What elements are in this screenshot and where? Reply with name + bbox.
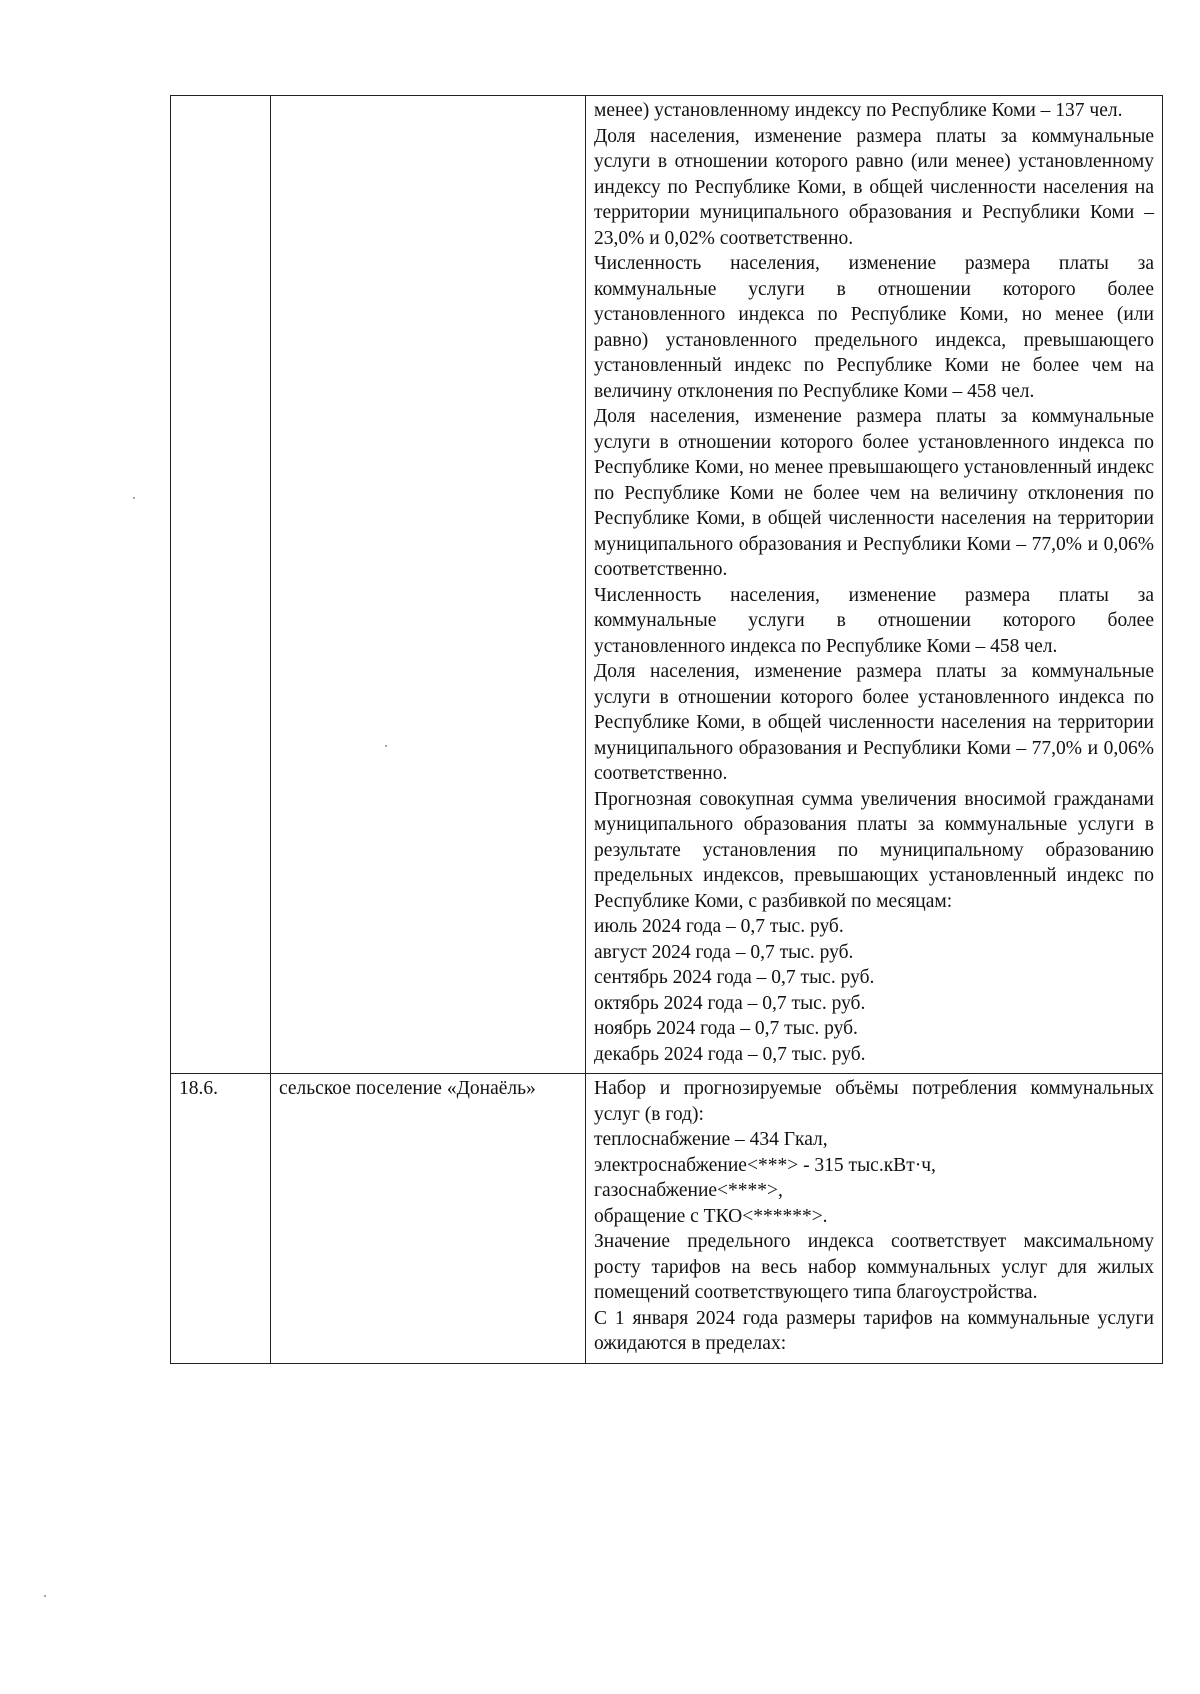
- paragraph: Численность населения, изменение размера платы за коммунальные услуги в отношении которого более установленного индекса по Республике Коми, но менее (или равно) установленного предельного индекса, превышающего установленный индекс по Республике Коми не более чем на величину отклонения по Республике Коми – 458 чел.: [594, 253, 1154, 402]
- scan-speck: [133, 497, 135, 499]
- month-line: июль 2024 года – 0,7 тыс. руб.: [594, 916, 844, 937]
- month-line: август 2024 года – 0,7 тыс. руб.: [594, 941, 854, 963]
- table-row: [171, 1074, 1163, 1364]
- row-number-cell: 18.6.: [171, 1074, 271, 1364]
- month-line: ноябрь 2024 года – 0,7 тыс. руб.: [594, 1018, 858, 1039]
- scan-speck: [44, 1595, 46, 1597]
- paragraph: менее) установленному индексу по Республике Коми – 137 чел.: [594, 100, 1123, 121]
- service-line: газоснабжение<****>,: [594, 1180, 783, 1201]
- paragraph: Доля населения, изменение размера платы за коммунальные услуги в отношении которого более установленного индекса по Республике Коми, но менее превышающего установленный индекс по Республике Коми не более чем на величину отклонения по Республике Коми, в общей численности населения на территории муниципального образования и Республики Коми – 77,0% и 0,06% соответственно.: [594, 406, 1154, 580]
- month-line: октябрь 2024 года – 0,7 тыс. руб.: [594, 992, 866, 1014]
- paragraph: Доля населения, изменение размера платы за коммунальные услуги в отношении которого более установленного индекса по Республике Коми, в общей численности населения на территории муниципального образования и Республики Коми – 77,0% и 0,06% соответственно.: [594, 661, 1154, 784]
- paragraph: Численность населения, изменение размера платы за коммунальные услуги в отношении которого более установленного индекса по Республике Коми – 458 чел.: [594, 584, 1154, 657]
- data-table: [170, 95, 1163, 1364]
- paragraph: С 1 января 2024 года размеры тарифов на коммунальные услуги ожидаются в пределах:: [594, 1307, 1154, 1354]
- service-line: теплоснабжение – 434 Гкал,: [594, 1129, 828, 1150]
- paragraph: Доля населения, изменение размера платы за коммунальные услуги в отношении которого равно (или менее) установленному индексу по Республике Коми, в общей численности населения на территории муниципального образования и Республики Коми – 23,0% и 0,02% соответственно.: [594, 125, 1154, 249]
- service-line: обращение с ТКО<******>.: [594, 1205, 828, 1227]
- row-number-cell: [171, 96, 271, 1074]
- description-cell: [586, 1074, 1163, 1364]
- table-row: [171, 96, 1163, 1074]
- paragraph: Набор и прогнозируемые объёмы потребления коммунальных услуг (в год):: [594, 1078, 1154, 1125]
- paragraph: Прогнозная совокупная сумма увеличения вносимой гражданами муниципального образования платы за коммунальные услуги в результате установления по муниципальному образованию предельных индексов, превышающих установленный индекс по Республике Коми, с разбивкой по месяцам:: [594, 788, 1154, 912]
- service-line: электроснабжение<***> - 315 тыс.кВт·ч,: [594, 1154, 936, 1176]
- settlement-cell: [271, 96, 586, 1074]
- month-line: декабрь 2024 года – 0,7 тыс. руб.: [594, 1043, 866, 1065]
- month-line: сентябрь 2024 года – 0,7 тыс. руб.: [594, 967, 875, 988]
- settlement-cell: сельское поселение «Донаёль»: [271, 1074, 586, 1364]
- paragraph: Значение предельного индекса соответствует максимальному росту тарифов на весь набор коммунальных услуг для жилых помещений соответствующего типа благоустройства.: [594, 1231, 1154, 1303]
- description-cell: [586, 96, 1163, 1074]
